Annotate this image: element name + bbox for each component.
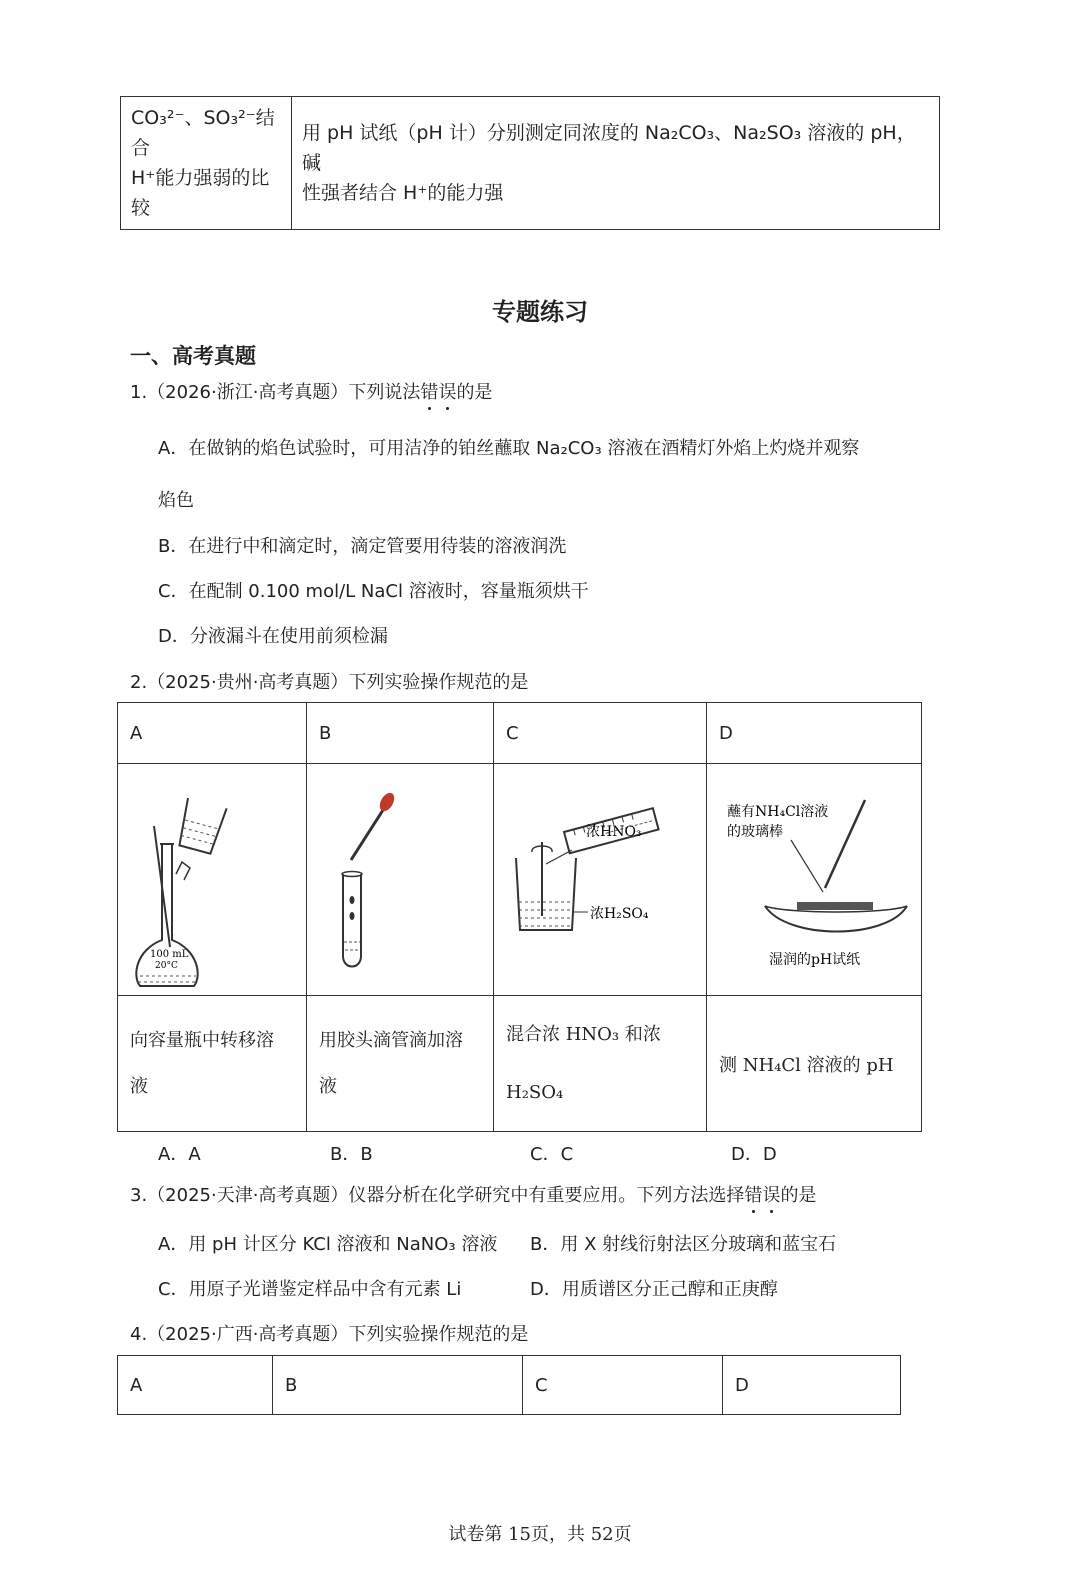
q1-emphasis-char-1: 错 <box>420 378 438 404</box>
section-title: 一、高考真题 <box>130 343 256 368</box>
flask-volume-label: 100 mL <box>150 949 189 960</box>
q2-figure-a-cell <box>118 764 307 996</box>
q1-option-a-line1: A．在做钠的焰色试验时，可用洁净的铂丝蘸取 Na₂CO₃ 溶液在酒精灯外焰上灼烧并观察 <box>158 438 860 459</box>
q1-stem <box>130 378 492 404</box>
top-table-right-cell <box>292 97 940 230</box>
dropper-figure <box>307 764 493 990</box>
page-heading: 专题练习 <box>492 297 588 326</box>
q2-caption-b-line1: 用胶头滴管滴加溶 <box>319 1029 463 1051</box>
q1-stem-text: 1.（2026·浙江·高考真题）下列说法 <box>130 382 421 403</box>
q4-stem: 4.（2025·广西·高考真题）下列实验操作规范的是 <box>130 1324 529 1345</box>
q3-option-c: C．用原子光谱鉴定样品中含有元素 Li <box>158 1279 462 1300</box>
top-table-left-line1: CO₃²⁻、SO₃²⁻结合 <box>131 107 275 159</box>
q1-emphasis-char-2: 误 <box>438 378 456 404</box>
beaker-icon <box>516 858 576 930</box>
q3-stem-end: 的是 <box>780 1185 817 1206</box>
q2-caption-a <box>118 996 307 1132</box>
ph-paper-icon <box>797 902 873 910</box>
top-table-right-line2: 性强者结合 H⁺的能力强 <box>302 182 504 204</box>
q2-option-a: A．A <box>158 1144 201 1165</box>
q3-stem-text: 3.（2025·天津·高考真题）仪器分析在化学研究中有重要应用。下列方法选择 <box>130 1185 745 1206</box>
top-table <box>120 96 940 230</box>
q3-option-b: B．用 X 射线衍射法区分玻璃和蓝宝石 <box>530 1234 837 1255</box>
q4-table <box>117 1355 901 1415</box>
q1-option-b: B．在进行中和滴定时，滴定管要用待装的溶液润洗 <box>158 536 567 557</box>
q3-option-a: A．用 pH 计区分 KCl 溶液和 NaNO₃ 溶液 <box>158 1234 498 1255</box>
q2-stem: 2.（2025·贵州·高考真题）下列实验操作规范的是 <box>130 672 529 693</box>
q2-caption-a-line1: 向容量瓶中转移溶 <box>130 1029 274 1051</box>
q3-emphasis-char-2: 误 <box>762 1181 780 1207</box>
q1-option-c: C．在配制 0.100 mol/L NaCl 溶液时，容量瓶须烘干 <box>158 581 589 602</box>
ph-test-figure <box>707 764 921 990</box>
acid-mixing-figure <box>494 764 706 990</box>
q3-emphasis-char-1: 错 <box>744 1181 762 1207</box>
q1-stem-end: 的是 <box>456 382 493 403</box>
page-footer: 试卷第 15页，共 52页 <box>448 1524 632 1545</box>
q2-table <box>117 702 922 1132</box>
hno3-label: 浓HNO₃ <box>586 824 642 840</box>
top-table-right-line1: 用 pH 试纸（pH 计）分别测定同浓度的 Na₂CO₃、Na₂SO₃ 溶液的 pH，碱 <box>302 122 916 174</box>
test-tube-icon <box>342 872 362 967</box>
q4-header-d: D <box>723 1356 901 1415</box>
q2-figure-b-cell <box>307 764 494 996</box>
ph-paper-label: 湿润的pH试纸 <box>769 952 861 968</box>
q2-caption-d-text: 测 NH₄Cl 溶液的 pH <box>719 1054 894 1076</box>
stirring-rod-icon <box>532 842 552 916</box>
h2so4-label: 浓H₂SO₄ <box>590 906 649 922</box>
beaker-icon <box>176 798 227 855</box>
q4-header-b: B <box>273 1356 523 1415</box>
q2-header-c: C <box>494 703 707 764</box>
q3-stem <box>130 1181 816 1207</box>
q2-caption-c-line1: 混合浓 HNO₃ 和浓 <box>506 1023 661 1045</box>
q2-caption-b <box>307 996 494 1132</box>
q2-header-b: B <box>307 703 494 764</box>
rod-label-line2: 的玻璃棒 <box>727 824 783 840</box>
rod-label-line1: 蘸有NH₄Cl溶液 <box>727 804 829 820</box>
q1-option-d: D．分液漏斗在使用前须检漏 <box>158 626 388 647</box>
q3-option-d: D．用质谱区分正己醇和正庚醇 <box>530 1279 778 1300</box>
glass-rod-icon <box>825 800 865 888</box>
dropper-icon <box>351 790 397 860</box>
q2-caption-a-line2: 液 <box>130 1075 148 1097</box>
q2-figure-d-cell <box>707 764 922 996</box>
q4-header-a: A <box>118 1356 273 1415</box>
volumetric-flask-figure <box>118 764 306 990</box>
q2-header-a: A <box>118 703 307 764</box>
q2-option-d: D．D <box>731 1144 777 1165</box>
q2-option-c: C．C <box>530 1144 574 1165</box>
top-table-left-cell <box>121 97 292 230</box>
q2-figure-c-cell <box>494 764 707 996</box>
q2-caption-c <box>494 996 707 1132</box>
top-table-left-line2: H⁺能力强弱的比 <box>131 167 270 189</box>
q1-option-a-line2: 焰色 <box>158 490 194 511</box>
q2-header-d: D <box>707 703 922 764</box>
q2-caption-d <box>707 996 922 1132</box>
q2-caption-c-line2: H₂SO₄ <box>506 1081 564 1103</box>
q2-option-b: B．B <box>330 1144 373 1165</box>
top-table-left-line3: 较 <box>131 197 151 219</box>
q2-caption-b-line2: 液 <box>319 1075 337 1097</box>
flask-temp-label: 20°C <box>155 961 178 971</box>
q4-header-c: C <box>523 1356 723 1415</box>
